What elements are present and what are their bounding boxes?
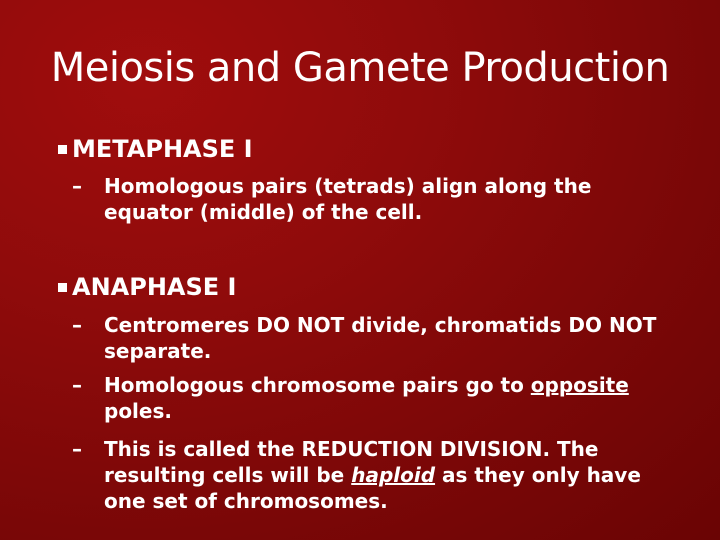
subpoint-text: Homologous pairs (tetrads) align along the equator (middle) of the cell. <box>104 174 592 224</box>
subpoint-text: Centromeres DO NOT divide, chromatids DO NOT separate. <box>104 313 657 363</box>
subpoint-text-pre: This is called the REDUCTION DIVISION. The resulting cells will be <box>104 437 599 487</box>
bullet-marker <box>58 145 67 154</box>
subpoint-metaphase-1 <box>72 173 672 225</box>
dash-marker: – <box>72 313 82 337</box>
emphasis-word: haploid <box>351 463 436 487</box>
dash-marker: – <box>72 174 82 198</box>
slide-title: Meiosis and Gamete Production <box>50 45 670 91</box>
subpoint-text <box>72 436 672 514</box>
subpoint-anaphase-2 <box>72 372 672 424</box>
heading-metaphase: METAPHASE I <box>72 135 253 163</box>
subpoint-text-pre: Homologous chromosome pairs go to <box>104 373 531 397</box>
subpoint-text-post: as they only have one set of chromosomes. <box>104 463 641 513</box>
subpoint-anaphase-3 <box>72 436 672 514</box>
dash-marker: – <box>72 437 82 461</box>
subpoint-text-post: poles. <box>104 399 172 423</box>
bullet-marker <box>58 283 67 292</box>
subpoint-text <box>72 372 672 424</box>
subpoint-anaphase-1 <box>72 312 672 364</box>
heading-anaphase: ANAPHASE I <box>72 273 237 301</box>
dash-marker: – <box>72 373 82 397</box>
underlined-word: opposite <box>530 373 629 397</box>
